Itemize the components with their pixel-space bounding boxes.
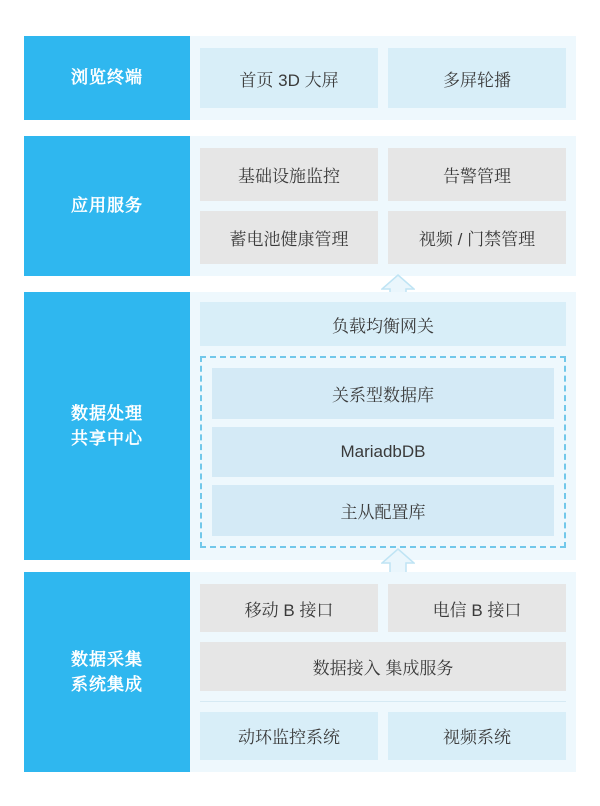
layer-data-center [24, 292, 576, 560]
node-data-access-integration-service[interactable]: 数据接入 集成服务 [200, 642, 566, 690]
row-divider [200, 701, 566, 702]
layer-application [24, 136, 576, 276]
node-load-balance-gateway[interactable]: 负载均衡网关 [200, 302, 566, 346]
layer-collection-label [24, 572, 190, 772]
layer-collection-content [190, 572, 576, 772]
node-battery-health-management[interactable]: 蓄电池健康管理 [200, 211, 378, 264]
node-telecom-b-interface[interactable]: 电信 B 接口 [388, 584, 566, 632]
layer-application-label: 应用服务 [24, 136, 190, 276]
layer-data-center-label [24, 292, 190, 560]
node-multiscreen-rotation[interactable]: 多屏轮播 [388, 48, 566, 108]
layer-application-row-1 [200, 148, 566, 201]
node-infrastructure-monitoring[interactable]: 基础设施监控 [200, 148, 378, 201]
node-video-access-management[interactable]: 视频 / 门禁管理 [388, 211, 566, 264]
database-group [200, 356, 566, 548]
node-mariadb[interactable]: MariadbDB [212, 427, 554, 478]
layer-data-center-label-line2: 共享中心 [71, 429, 143, 448]
layer-data-center-content [190, 292, 576, 560]
node-alarm-management[interactable]: 告警管理 [388, 148, 566, 201]
layer-data-center-label-line1: 数据处理 [71, 403, 143, 423]
node-master-slave-config-db[interactable]: 主从配置库 [212, 485, 554, 536]
layer-terminal-content [190, 36, 576, 120]
layer-application-row-2 [200, 211, 566, 264]
layer-terminal-label: 浏览终端 [24, 36, 190, 120]
layer-collection-row-2 [200, 642, 566, 690]
node-mobile-b-interface[interactable]: 移动 B 接口 [200, 584, 378, 632]
node-environment-monitoring-system[interactable]: 动环监控系统 [200, 712, 378, 760]
layer-collection-label-line1: 数据采集 [71, 649, 143, 669]
layer-terminal-row [200, 48, 566, 108]
node-home-3d-screen[interactable]: 首页 3D 大屏 [200, 48, 378, 108]
node-video-system[interactable]: 视频系统 [388, 712, 566, 760]
node-relational-database[interactable]: 关系型数据库 [212, 368, 554, 419]
layer-terminal [24, 36, 576, 120]
layer-collection [24, 572, 576, 772]
layer-application-content [190, 136, 576, 276]
layer-collection-row-1 [200, 584, 566, 632]
layer-collection-label-line2: 系统集成 [71, 675, 143, 694]
layer-collection-row-3 [200, 712, 566, 760]
